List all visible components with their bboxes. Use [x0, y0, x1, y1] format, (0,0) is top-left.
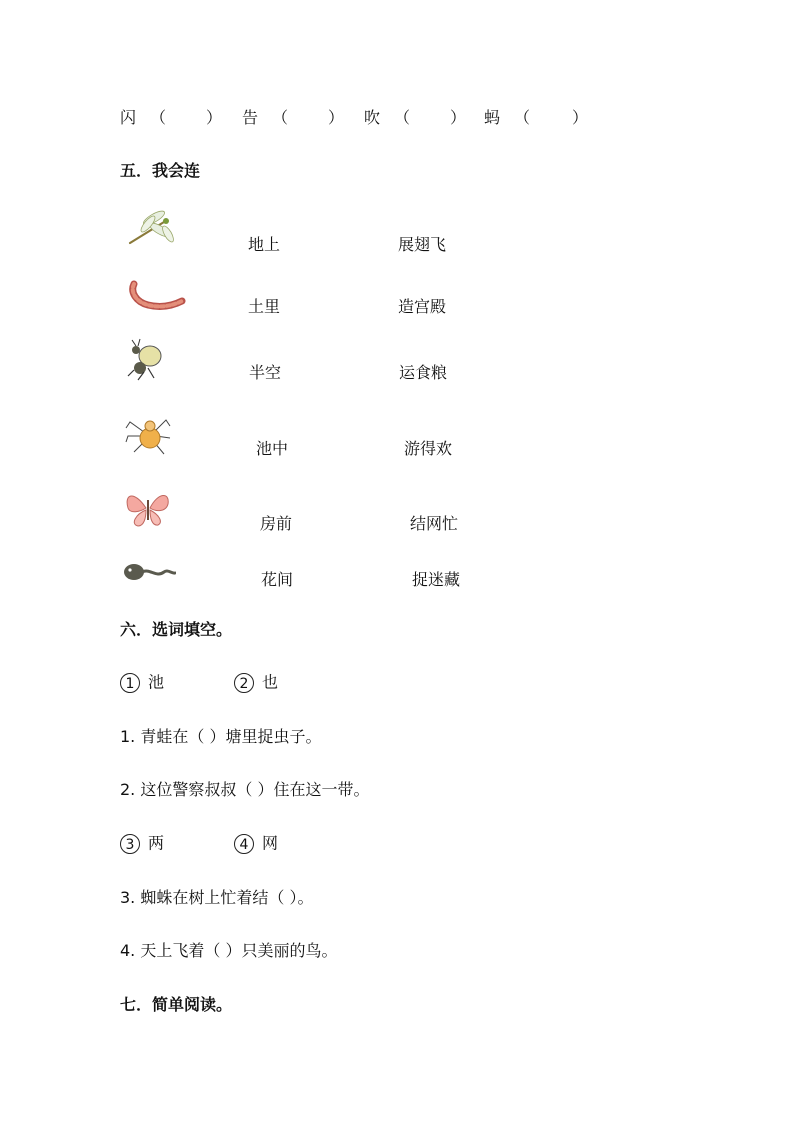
option-number: 4	[234, 834, 254, 854]
section-5-title: 五．我会连	[120, 161, 201, 180]
option-group-2	[120, 833, 164, 854]
option-number: 1	[120, 673, 140, 693]
paren-open: （	[514, 108, 531, 127]
question-4: 4. 天上飞着（ ）只美丽的鸟。	[120, 941, 338, 960]
question-2: 2. 这位警察叔叔（ ）住在这一带。	[120, 780, 370, 799]
paren-open: （	[272, 108, 289, 127]
paren-close: ）	[206, 108, 223, 127]
paren-close: ）	[450, 108, 467, 127]
option-word: 两	[148, 833, 165, 853]
butterfly-icon	[124, 488, 172, 530]
option-word: 池	[148, 672, 165, 692]
option-number: 2	[234, 673, 254, 693]
action-label: 展翅飞	[398, 235, 447, 254]
action-label: 游得欢	[404, 439, 453, 458]
char: 吹	[364, 108, 381, 127]
place-label: 池中	[256, 439, 289, 458]
action-label: 运食粮	[399, 363, 448, 382]
place-label: 花间	[261, 570, 294, 589]
place-label: 房前	[260, 514, 293, 533]
earthworm-icon	[126, 278, 186, 314]
action-label: 造宫殿	[398, 297, 447, 316]
place-label: 土里	[248, 297, 281, 316]
question-1: 1. 青蛙在（ ）塘里捉虫子。	[120, 727, 322, 746]
option-number: 3	[120, 834, 140, 854]
ant-icon	[126, 338, 166, 382]
action-label: 捉迷藏	[412, 570, 461, 589]
option-group-1b	[234, 672, 278, 693]
spider-icon	[124, 412, 172, 458]
option-word: 网	[262, 833, 279, 853]
question-3: 3. 蜘蛛在树上忙着结（ ）。	[120, 888, 314, 907]
place-label: 半空	[249, 363, 282, 382]
dragonfly-icon	[124, 210, 180, 248]
paren-close: ）	[328, 108, 345, 127]
char: 蚂	[484, 108, 501, 127]
tadpole-icon	[122, 558, 176, 588]
paren-close: ）	[572, 108, 589, 127]
option-word: 也	[262, 672, 279, 692]
action-label: 结网忙	[410, 514, 459, 533]
paren-open: （	[150, 108, 167, 127]
paren-open: （	[394, 108, 411, 127]
option-group-1	[120, 672, 164, 693]
char: 闪	[120, 108, 137, 127]
place-label: 地上	[248, 235, 281, 254]
char: 告	[242, 108, 259, 127]
section-6-title: 六．选词填空。	[120, 620, 233, 639]
option-group-2b	[234, 833, 278, 854]
section-7-title: 七．简单阅读。	[120, 995, 233, 1014]
